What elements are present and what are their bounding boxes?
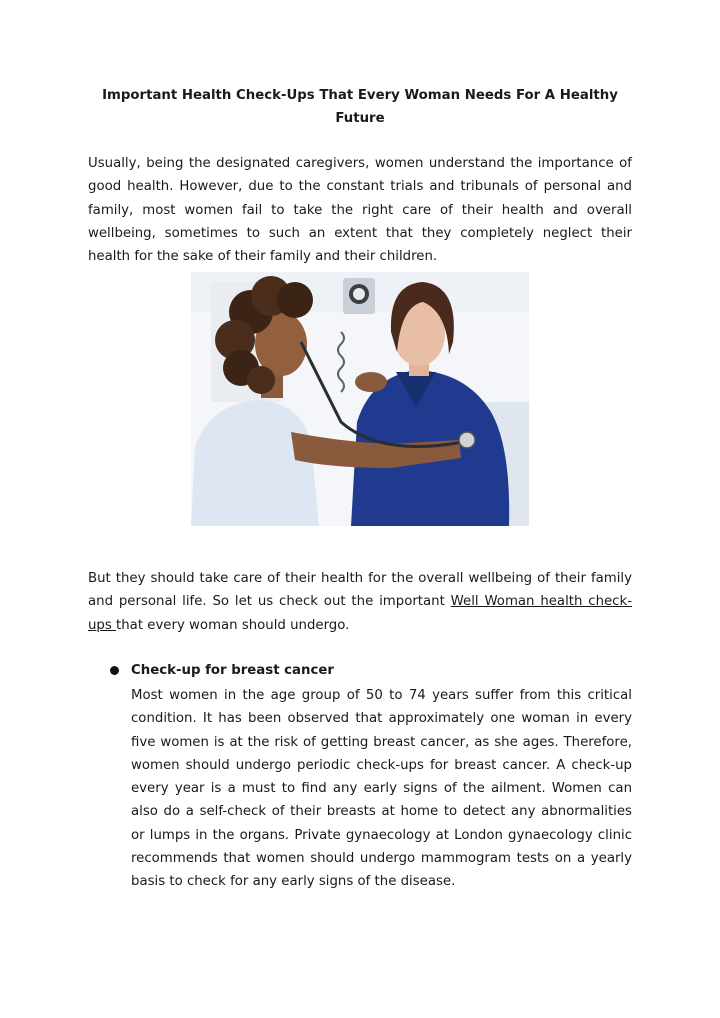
document-title: Important Health Check-Ups That Every Woman Needs For A Healthy Future <box>102 88 618 127</box>
well-woman-checkups-link[interactable]: Well Woman health check-ups <box>88 594 632 633</box>
secondary-paragraph <box>88 567 632 637</box>
bullet-body-breast-cancer: Most women in the age group of 50 to 74 years suffer from this critical condition. It has been observed that approximately one woman in every five women is at the risk of getting breast cancer, as she ages. Therefore, women should undergo periodic check-ups for breast cancer. A check-up every year is a must to find any early signs of the ailment. Women can also do a self-check of their breasts at home to detect any abnormalities or lumps in the organs. Private gynaecology at London gynaecology clinic recommends that women should undergo mammogram tests on a yearly basis to check for any early signs of the disease. <box>131 688 632 890</box>
bullet-heading-breast-cancer: Check-up for breast cancer <box>131 663 334 678</box>
bullet-icon <box>110 666 119 675</box>
paragraph-text-after-link: that every woman should undergo. <box>116 617 350 633</box>
paragraph-text-before-link: But they should take care of their health for the overall wellbeing of their family and personal life. So let us check out the important <box>88 571 632 610</box>
doctor-patient-photo <box>191 272 529 526</box>
intro-paragraph: Usually, being the designated caregivers, women understand the importance of good health. However, due to the constant trials and tribunals of personal and family, most women fail to take the right care of their health and overall wellbeing, sometimes to such an extent that they completely neglect their health for the sake of their family and their children. <box>88 156 632 265</box>
